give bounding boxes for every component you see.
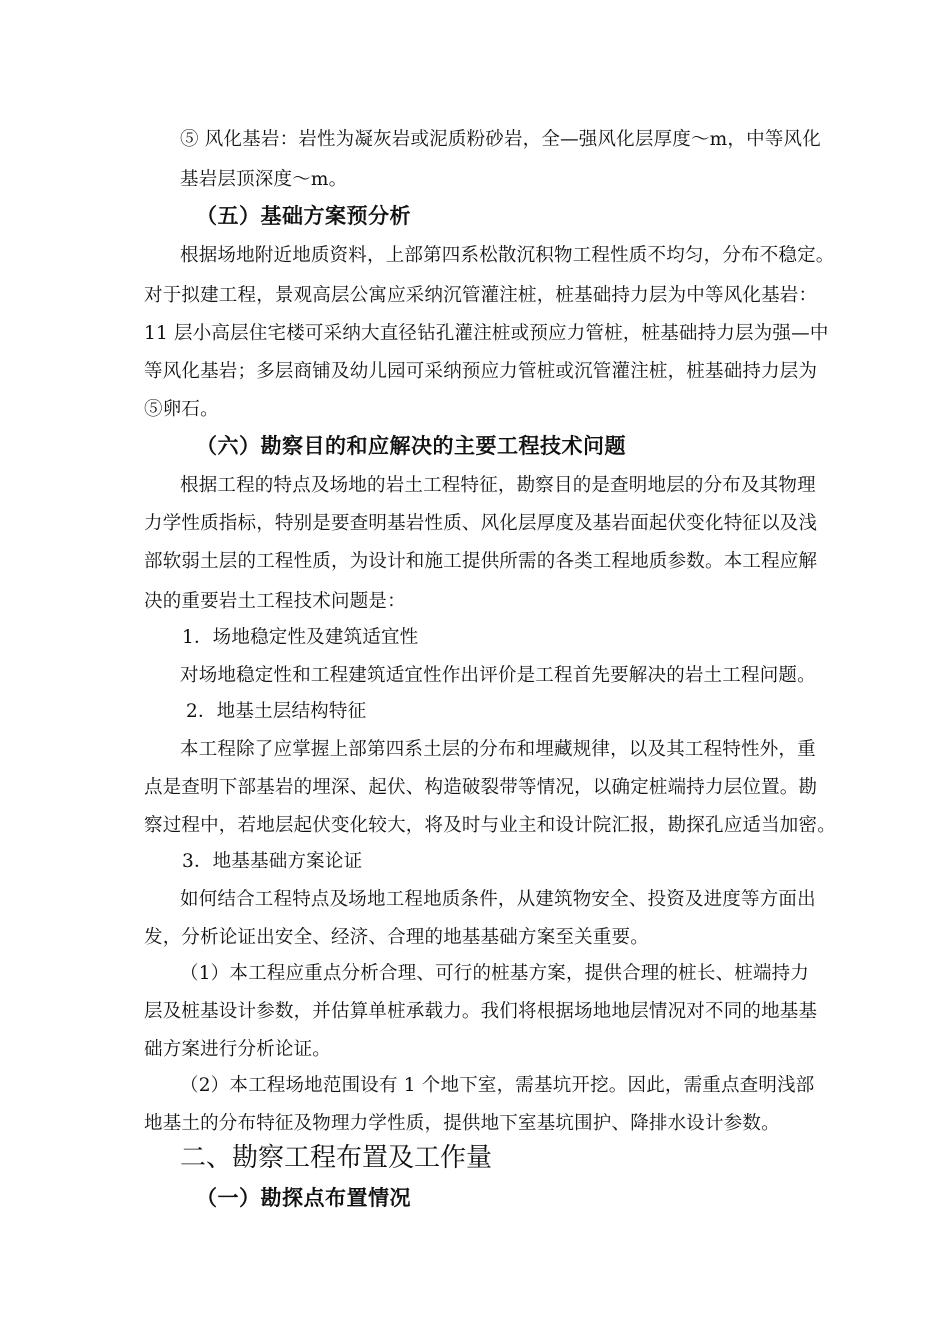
- item-3-line-1: 如何结合工程特点及场地工程地质条件，从建筑物安全、投资及进度等方面出: [180, 889, 816, 910]
- weathered-bedrock-line-1: ⑤ 风化基岩：岩性为凝灰岩或泥质粉砂岩，全—强风化层厚度～m，中等风化: [180, 129, 821, 150]
- item-3-title: 3．地基基础方案论证: [182, 851, 363, 872]
- paragraph-foundation-line-1: 根据场地附近地质资料，上部第四系松散沉积物工程性质不均匀，分布不稳定。: [180, 245, 835, 266]
- paragraph-foundation-line-4: 等风化基岩；多层商铺及幼儿园可采纳预应力管桩或沉管灌注桩，桩基础持力层为: [144, 361, 818, 382]
- item-2-title: 2．地基土层结构特征: [186, 701, 367, 722]
- heading-section-2: 二、勘察工程布置及工作量: [180, 1143, 493, 1173]
- item-1-line-1: 对场地稳定性和工程建筑适宜性作出评价是工程首先要解决的岩土工程问题。: [180, 665, 816, 686]
- subitem-1-line-3: 础方案进行分析论证。: [144, 1039, 332, 1060]
- paragraph-purpose-line-4: 决的重要岩土工程技术问题是：: [144, 591, 406, 612]
- heading-exploration-points: （一）勘探点布置情况: [196, 1186, 411, 1210]
- item-2-line-3: 察过程中，若地层起伏变化较大，将及时与业主和设计院汇报，勘探孔应适当加密。: [144, 815, 836, 836]
- subitem-1-line-2: 层及桩基设计参数，并估算单桩承载力。我们将根据场地地层情况对不同的地基基: [144, 1001, 818, 1022]
- paragraph-foundation-line-5: ⑤卵石。: [144, 399, 219, 420]
- subitem-2-line-1: （2）本工程场地范围设有 1 个地下室，需基坑开挖。因此，需重点查明浅部: [180, 1075, 815, 1096]
- paragraph-foundation-line-3: 11 层小高层住宅楼可采纳大直径钻孔灌注桩或预应力管桩，桩基础持力层为强—中: [144, 323, 829, 344]
- heading-survey-purpose: （六）勘察目的和应解决的主要工程技术问题: [196, 434, 626, 458]
- item-3-line-2: 发，分析论证出安全、经济、合理的地基基础方案至关重要。: [144, 927, 649, 948]
- paragraph-foundation-line-2: 对于拟建工程，景观高层公寓应采纳沉管灌注桩，桩基础持力层为中等风化基岩：: [144, 285, 818, 306]
- item-2-line-2: 点是查明下部基岩的埋深、起伏、构造破裂带等情况，以确定桩端持力层位置。勘: [144, 777, 818, 798]
- paragraph-purpose-line-1: 根据工程的特点及场地的岩土工程特征，勘察目的是查明地层的分布及其物理: [180, 475, 816, 496]
- subitem-2-line-2: 地基土的分布特征及物理力学性质，提供地下室基坑围护、降排水设计参数。: [144, 1113, 780, 1134]
- heading-foundation-pre-analysis: （五）基础方案预分析: [196, 204, 411, 228]
- weathered-bedrock-line-2: 基岩层顶深度～m。: [180, 169, 348, 190]
- item-2-line-1: 本工程除了应掌握上部第四系土层的分布和埋藏规律，以及其工程特性外，重: [180, 739, 816, 760]
- paragraph-purpose-line-2: 力学性质指标，特别是要查明基岩性质、风化层厚度及基岩面起伏变化特征以及浅: [144, 513, 818, 534]
- paragraph-purpose-line-3: 部软弱土层的工程性质，为设计和施工提供所需的各类工程地质参数。本工程应解: [144, 551, 818, 572]
- item-1-title: 1．场地稳定性及建筑适宜性: [182, 627, 419, 648]
- subitem-1-line-1: （1）本工程应重点分析合理、可行的桩基方案，提供合理的桩长、桩端持力: [180, 963, 810, 984]
